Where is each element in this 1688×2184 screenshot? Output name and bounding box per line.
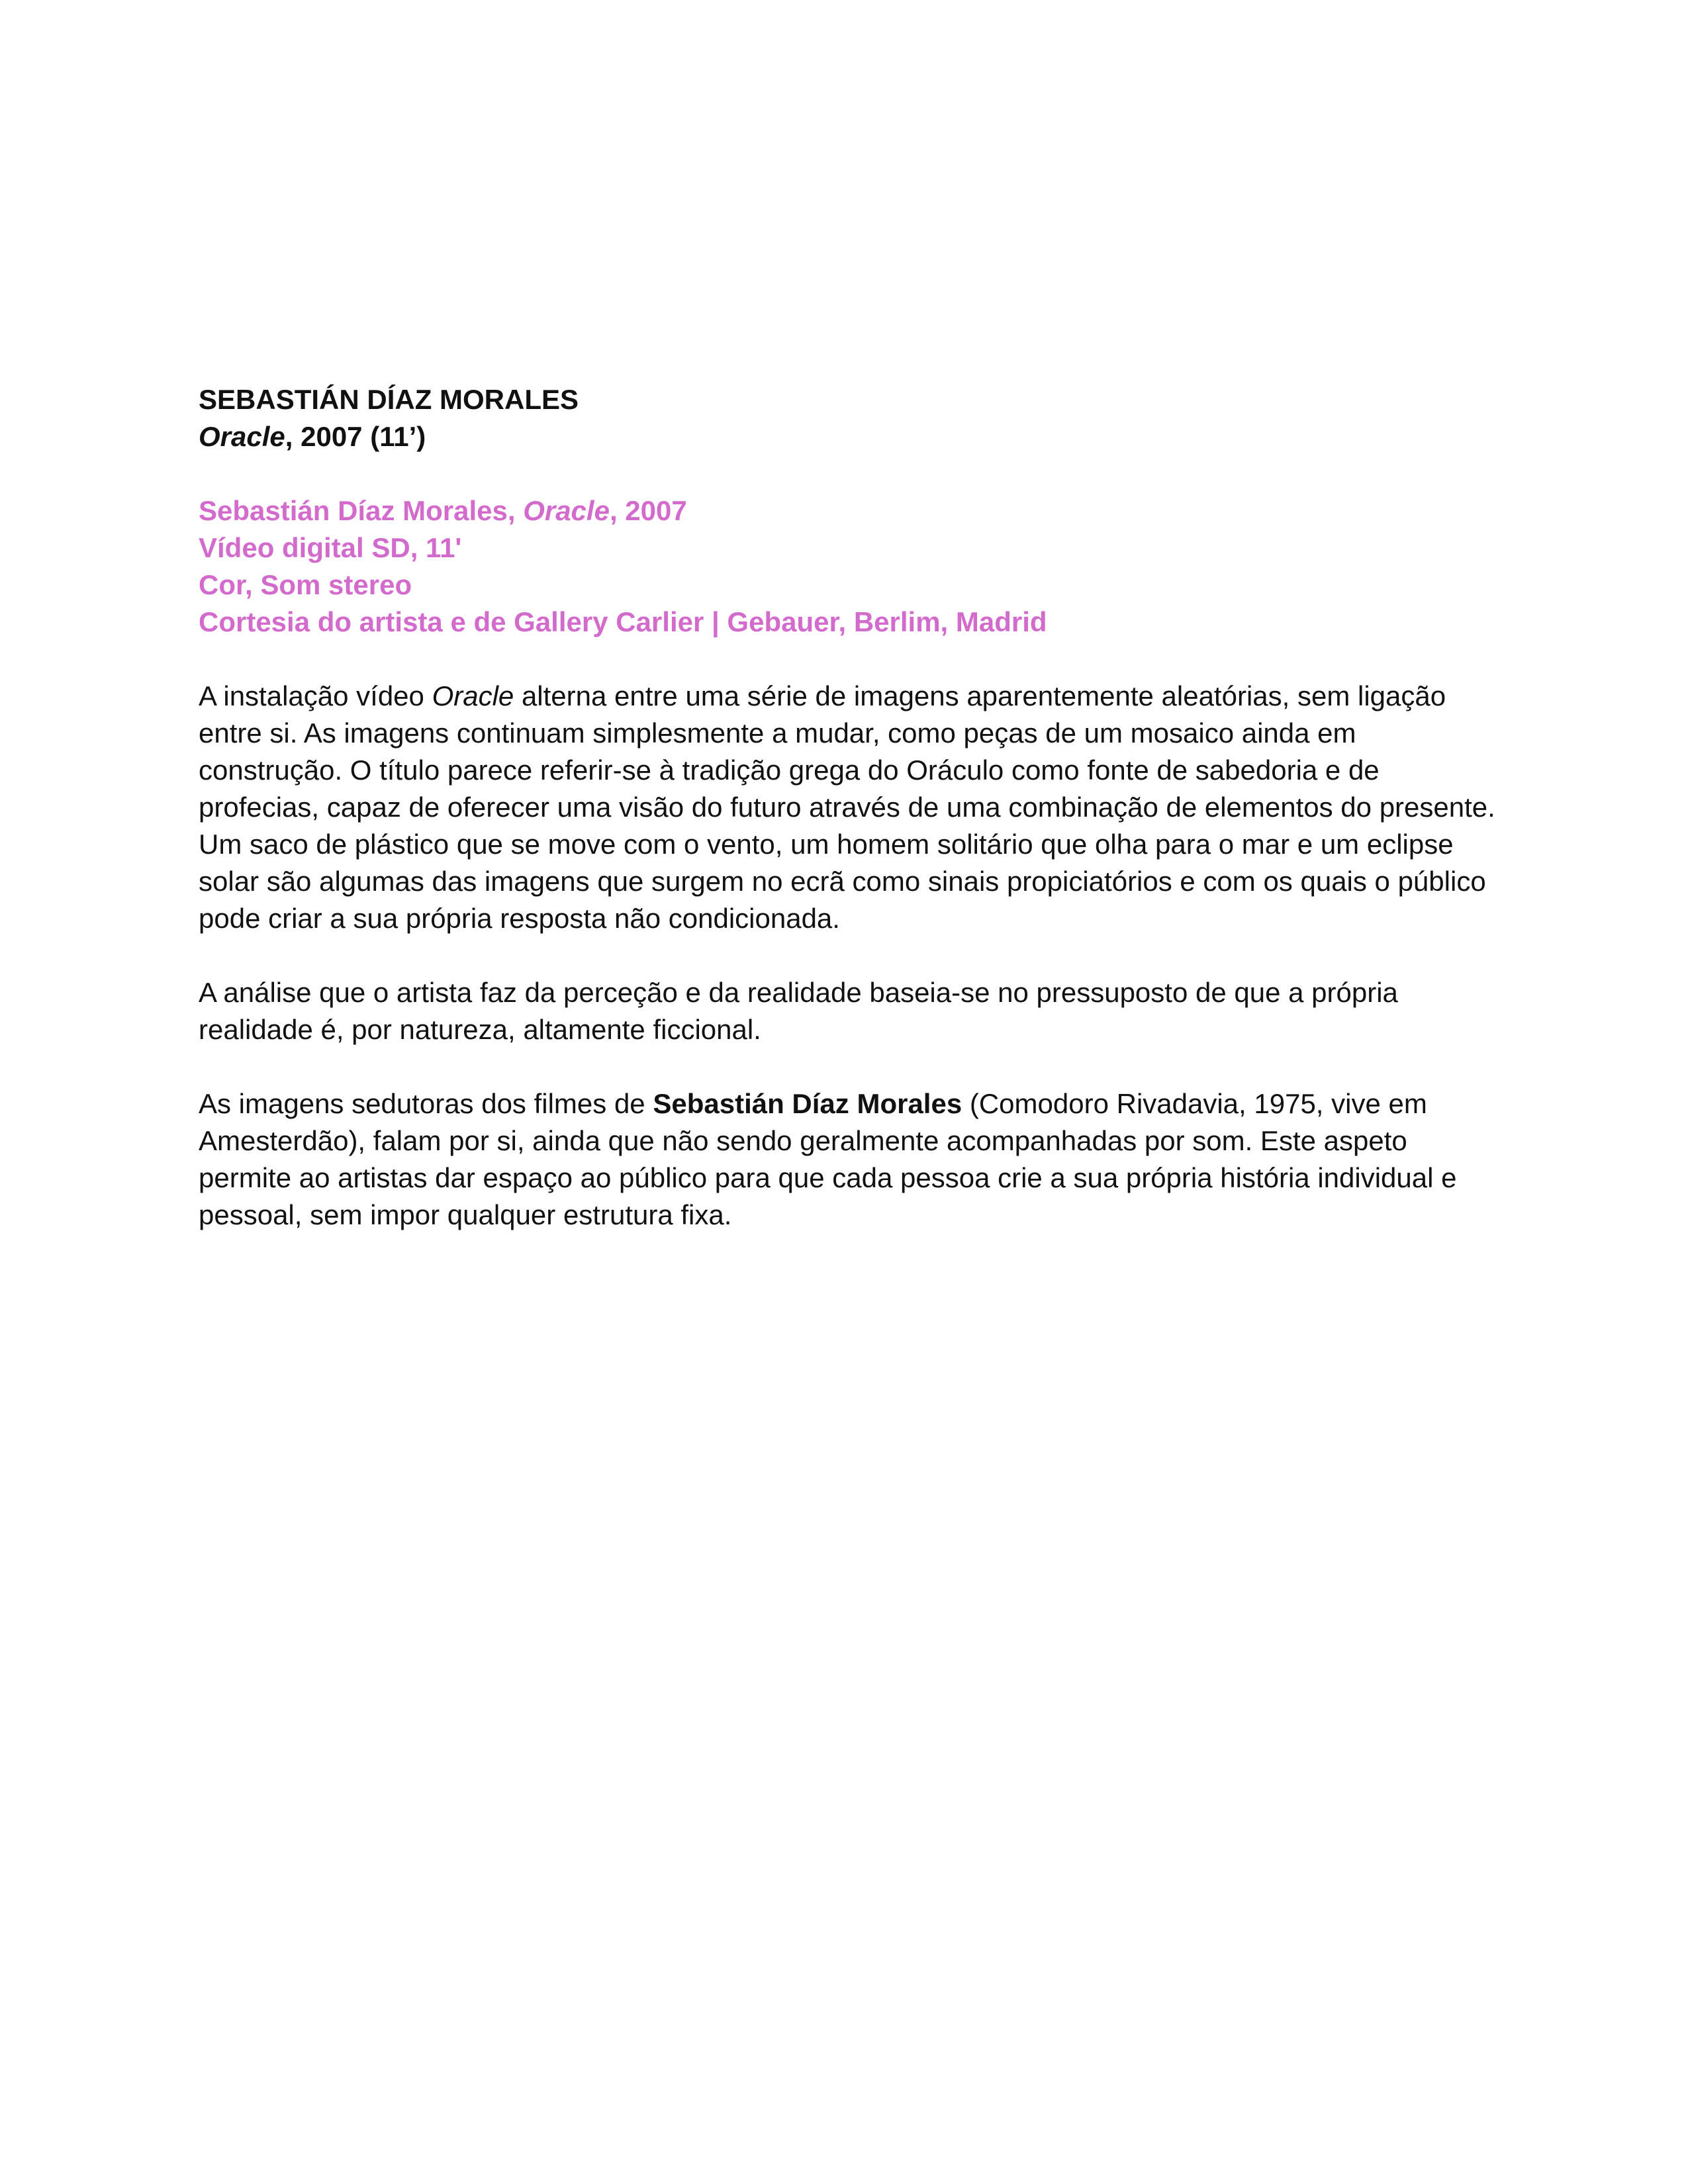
credits-line-2: Vídeo digital SD, 11' xyxy=(199,532,462,563)
paragraph-3-artist: Sebastián Díaz Morales xyxy=(653,1088,962,1119)
work-title-line xyxy=(199,418,1496,455)
artwork-credits xyxy=(199,492,1496,641)
credits-artist: Sebastián Díaz Morales, xyxy=(199,495,524,526)
credits-line-1 xyxy=(199,492,1496,529)
paragraph-1-after: alterna entre uma série de imagens aparentemente aleatórias, sem ligação entre si. As imagens continuam simplesmente a mudar, como peças de um mosaico ainda em construção. O título parece referir-se à tradição grega do Oráculo como fonte de sabedoria e de profecias, capaz de oferecer uma visão do futuro através de uma combinação de elementos do presente. Um saco de plástico que se move com o vento, um homem solitário que olha para o mar e um eclipse solar são algumas das imagens que surgem no ecrã como sinais propiciatórios e com os quais o público pode criar a sua própria resposta não condicionada. xyxy=(199,680,1495,934)
credits-line-3: Cor, Som stereo xyxy=(199,569,412,600)
artist-name-heading: SEBASTIÁN DÍAZ MORALES xyxy=(199,384,579,415)
document-page xyxy=(199,381,1496,1234)
credits-year: , 2007 xyxy=(609,495,687,526)
work-title: Oracle xyxy=(199,421,285,452)
work-year-duration: , 2007 (11’) xyxy=(285,421,426,452)
paragraph-3-after: (Comodoro Rivadavia, 1975, vive em Amesterdão), falam por si, ainda que não sendo geralmente acompanhadas por som. Este aspeto permite ao artistas dar espaço ao público para que cada pessoa crie a sua própria história individual e pessoal, sem impor qualquer estrutura fixa. xyxy=(199,1088,1457,1230)
description-paragraph-3 xyxy=(199,1085,1496,1234)
description-paragraph-1 xyxy=(199,678,1496,937)
paragraph-3-before: As imagens sedutoras dos filmes de xyxy=(199,1088,653,1119)
description-paragraph-2: A análise que o artista faz da perceção e da realidade baseia-se no pressuposto de que a própria realidade é, por natureza, altamente ficcional. xyxy=(199,977,1398,1045)
credits-line-4: Cortesia do artista e de Gallery Carlier | Gebauer, Berlim, Madrid xyxy=(199,606,1047,637)
artwork-heading xyxy=(199,381,1496,455)
paragraph-1-title: Oracle xyxy=(432,680,514,711)
paragraph-1-before: A instalação vídeo xyxy=(199,680,432,711)
credits-title: Oracle xyxy=(523,495,610,526)
